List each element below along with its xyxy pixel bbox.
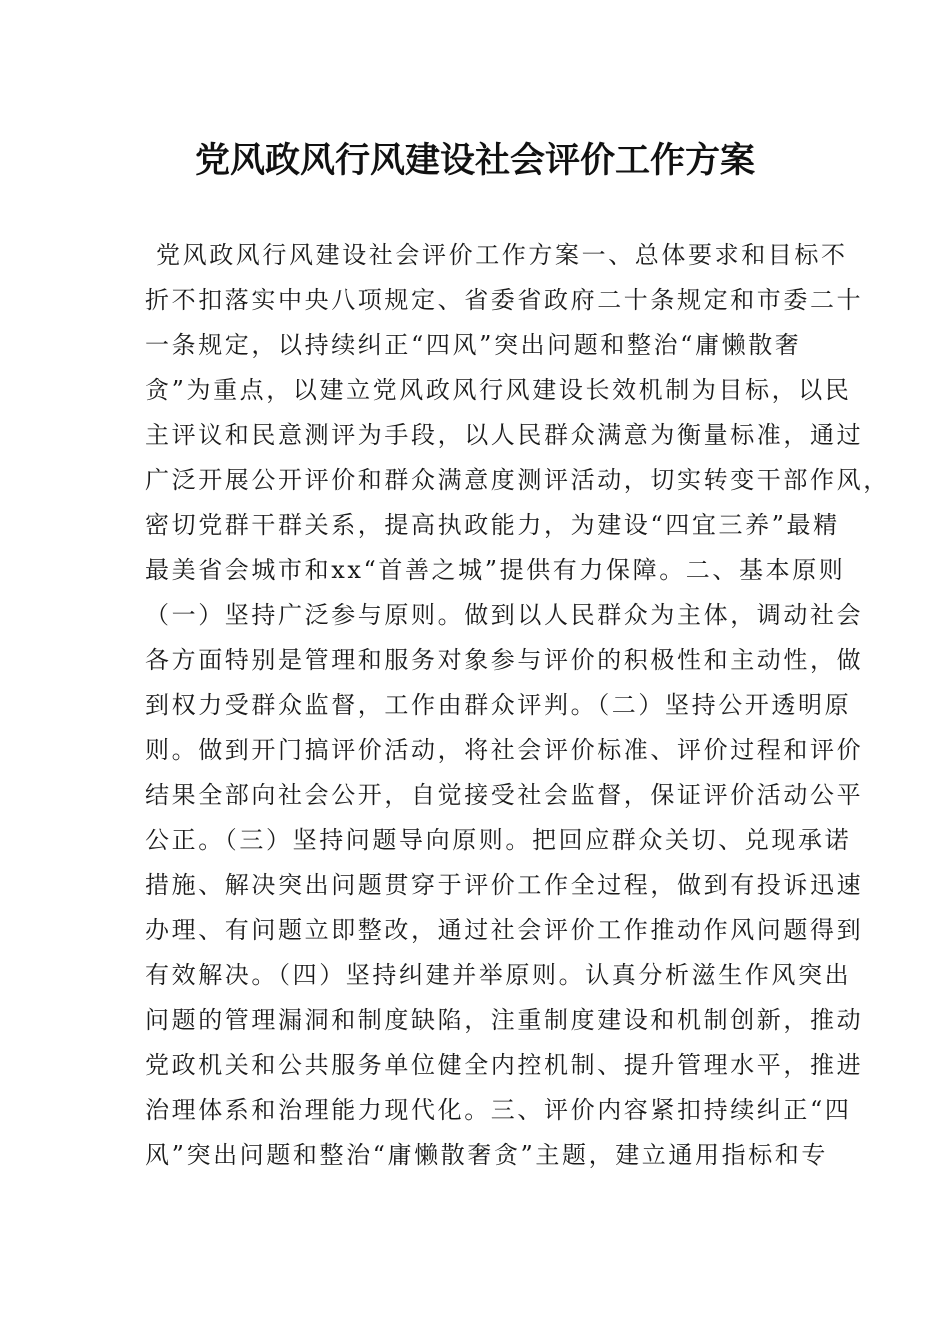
body-line: 问题的管理漏洞和制度缺陷，注重制度建设和机制创新，推动 bbox=[145, 1006, 864, 1034]
body-line: 密切党群干群关系，提高执政能力，为建设“四宜三养”最精 bbox=[145, 511, 840, 539]
body-line: 最美省会城市和xx“首善之城”提供有力保障。二、基本原则 bbox=[145, 556, 846, 584]
body-line: 一条规定，以持续纠正“四风”突出问题和整治“庸懒散奢 bbox=[145, 331, 802, 359]
body-line: 措施、解决突出问题贯穿于评价工作全过程，做到有投诉迅速 bbox=[145, 871, 864, 899]
body-line: 公正。（三）坚持问题导向原则。把回应群众关切、兑现承诺 bbox=[145, 826, 852, 854]
body-line: 办理、有问题立即整改，通过社会评价工作推动作风问题得到 bbox=[145, 916, 864, 944]
document-body bbox=[145, 233, 890, 1178]
body-line: 到权力受群众监督，工作由群众评判。（二）坚持公开透明原 bbox=[145, 691, 852, 719]
body-line: 则。做到开门搞评价活动，将社会评价标准、评价过程和评价 bbox=[145, 736, 864, 764]
body-line: 有效解决。（四）坚持纠建并举原则。认真分析滋生作风突出 bbox=[145, 961, 852, 989]
body-line: 贪”为重点，以建立党风政风行风建设长效机制为目标，以民 bbox=[145, 376, 852, 404]
body-line: （一）坚持广泛参与原则。做到以人民群众为主体，调动社会 bbox=[145, 601, 864, 629]
body-line: 党政机关和公共服务单位健全内控机制、提升管理水平，推进 bbox=[145, 1051, 864, 1079]
document-title: 党风政风行风建设社会评价工作方案 bbox=[194, 140, 755, 181]
body-line: 党风政风行风建设社会评价工作方案一、总体要求和目标不 bbox=[156, 241, 848, 269]
body-line: 广泛开展公开评价和群众满意度测评活动，切实转变干部作风， bbox=[145, 466, 890, 494]
body-line: 折不扣落实中央八项规定、省委省政府二十条规定和市委二十 bbox=[145, 286, 864, 314]
body-line: 各方面特别是管理和服务对象参与评价的积极性和主动性，做 bbox=[145, 646, 864, 674]
body-line: 风”突出问题和整治“庸懒散奢贪”主题，建立通用指标和专 bbox=[145, 1141, 829, 1169]
body-line: 主评议和民意测评为手段，以人民群众满意为衡量标准，通过 bbox=[145, 421, 864, 449]
body-line: 治理体系和治理能力现代化。三、评价内容紧扣持续纠正“四 bbox=[145, 1096, 852, 1124]
body-line: 结果全部向社会公开，自觉接受社会监督，保证评价活动公平 bbox=[145, 781, 864, 809]
